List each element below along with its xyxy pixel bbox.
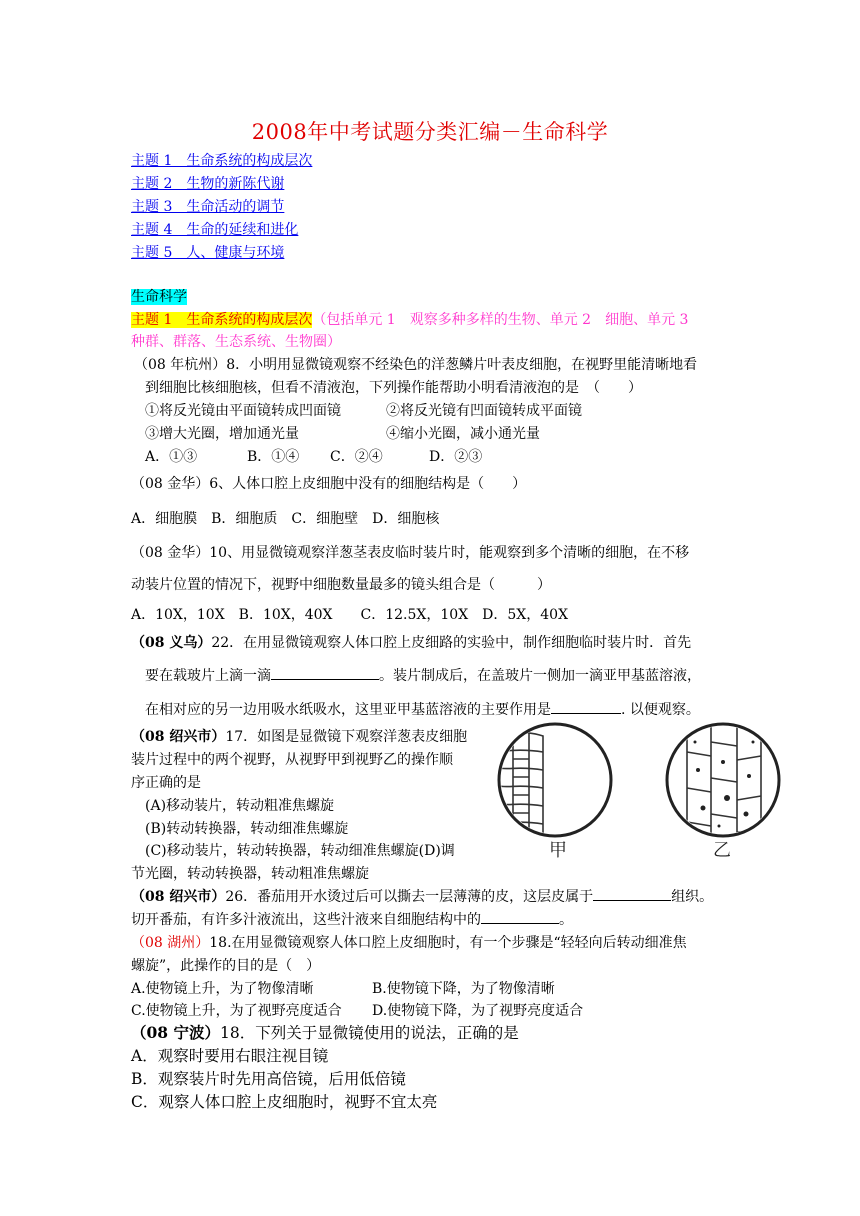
view-label-jia: 甲 xyxy=(549,840,567,861)
q4-text-3b: . 以便观察。 xyxy=(621,702,700,718)
q4-text-1: 22．在用显微镜观察人体口腔上皮细路的实验中，制作细胞临时装片时．首先 xyxy=(211,635,692,651)
q4-source: （08 义乌） xyxy=(131,635,212,651)
toc-link-topic-2[interactable]: 主题 2 生物的新陈代谢 xyxy=(131,176,285,192)
q1-line-2: 到细胞比核细胞核，但看不清液泡，下列操作能帮助小明看清液泡的是 （ ） xyxy=(145,380,642,396)
q3-choices: A．10X，10X B．10X，40X C．12.5X，10X D．5X，40X xyxy=(131,607,569,623)
q6-blank-1[interactable] xyxy=(593,886,671,901)
q7-option-b: B.使物镜下降，为了物像清晰 xyxy=(372,981,555,997)
q6-text-2a: 切开番茄，有许多汁液流出，这些汁液来自细胞结构中的 xyxy=(131,912,481,928)
document-title: 2008年中考试题分类汇编－生命科学 xyxy=(251,120,609,144)
q1-option-3: ③增大光圈，增加通光量 xyxy=(145,426,299,442)
q4-blank-2[interactable] xyxy=(551,699,621,714)
q1-option-4: ④缩小光圈，减小通光量 xyxy=(386,426,540,442)
toc-link-topic-4[interactable]: 主题 4 生命的延续和进化 xyxy=(131,222,299,238)
view-jia xyxy=(499,724,611,844)
q5-option-c: (C)移动装片，转动转换器，转动细准焦螺旋(D)调 xyxy=(145,843,455,859)
q6-text-1b: 组织。 xyxy=(671,889,714,905)
q5-text-1: 17．如图是显微镜下观察洋葱表皮细胞 xyxy=(225,729,468,745)
q1-choice-d: D．②③ xyxy=(429,449,483,465)
q1-option-1: ①将反光镜由平面镜转成凹面镜 xyxy=(145,403,341,419)
q4-text-2a: 要在载玻片上滴一滴 xyxy=(145,668,271,684)
q3-line-2: 动装片位置的情况下，视野中细胞数量最多的镜头组合是（ ） xyxy=(131,577,551,593)
toc-link-topic-3[interactable]: 主题 3 生命活动的调节 xyxy=(131,199,285,215)
view-yi xyxy=(667,722,779,842)
q8-source: （08 宁波） xyxy=(131,1023,220,1042)
q7-source: （08 湖州） xyxy=(131,935,210,951)
q1-choice-c: C．②④ xyxy=(330,449,383,465)
q8-stem: 18．下列关于显微镜使用的说法，正确的是 xyxy=(219,1024,519,1042)
q6-line-1 xyxy=(131,886,713,906)
section-label-text: 生命科学 xyxy=(131,289,187,305)
toc-link-topic-5[interactable]: 主题 5 人、健康与环境 xyxy=(131,245,285,261)
q1-choice-a: A．①③ xyxy=(145,449,198,465)
table-of-contents xyxy=(131,150,312,265)
q6-blank-2[interactable] xyxy=(481,909,559,924)
q5-line-1 xyxy=(131,726,467,746)
section-label xyxy=(131,286,187,306)
q6-text-1a: 26．番茄用开水烫过后可以撕去一层薄薄的皮，这层皮属于 xyxy=(225,889,594,905)
q7-option-c: C.使物镜上升，为了视野亮度适合 xyxy=(131,1003,342,1019)
toc-link-topic-1[interactable]: 主题 1 生命系统的构成层次 xyxy=(131,153,313,169)
q4-text-3a: 在相对应的另一边用吸水纸吸水，这里亚甲基蓝溶液的主要作用是 xyxy=(145,702,551,718)
topic-1-desc-1: 单元 1 观察多种多样的生物、单元 2 细胞、单元 3 xyxy=(354,312,689,328)
q8-option-c: C．观察人体口腔上皮细胞时，视野不宜太亮 xyxy=(131,1093,438,1111)
q5-source: （08 绍兴市） xyxy=(131,729,226,745)
q2-stem: （08 金华）6、人体口腔上皮细胞中没有的细胞结构是（ ） xyxy=(131,476,527,492)
topic-1-heading: 主题 1 生命系统的构成层次 xyxy=(131,312,313,328)
q7-text-1: 18.在用显微镜观察人体口腔上皮细胞时，有一个步骤是“轻轻向后转动细准焦 xyxy=(209,935,687,951)
q4-line-1 xyxy=(131,632,691,652)
q4-line-2 xyxy=(145,665,701,685)
q4-text-2b: 。装片制成后，在盖玻片一侧加一滴亚甲基蓝溶液， xyxy=(379,668,701,684)
q6-text-2b: 。 xyxy=(559,912,573,928)
q5-option-a: (A)移动装片，转动粗准焦螺旋 xyxy=(145,798,335,814)
view-label-yi: 乙 xyxy=(713,840,731,861)
q2-choices: A．细胞膜 B．细胞质 C．细胞壁 D．细胞核 xyxy=(131,511,440,527)
q5-line-3: 序正确的是 xyxy=(131,775,201,791)
topic-1-desc-2: 种群、群落、生态系统、生物圈） xyxy=(131,334,341,350)
q6-line-2 xyxy=(131,909,573,929)
q5-line-2: 装片过程中的两个视野，从视野甲到视野乙的操作顺 xyxy=(131,752,453,768)
q7-option-d: D.使物镜下降，为了视野亮度适合 xyxy=(372,1003,584,1019)
q6-source: （08 绍兴市） xyxy=(131,889,226,905)
q1-choice-b: B．①④ xyxy=(247,449,300,465)
q7-line-1 xyxy=(131,932,687,952)
q5-option-d: 节光圈，转动转换器，转动粗准焦螺旋 xyxy=(131,866,369,882)
q7-line-2: 螺旋”，此操作的目的是（ ） xyxy=(131,958,321,974)
q4-line-3 xyxy=(145,699,700,719)
microscope-views-svg xyxy=(491,722,793,862)
topic-1-paren: （包括 xyxy=(312,312,355,328)
q7-option-a: A.使物镜上升，为了物像清晰 xyxy=(131,981,314,997)
q1-option-2: ②将反光镜有凹面镜转成平面镜 xyxy=(386,403,582,419)
q5-option-b: (B)转动转换器，转动细准焦螺旋 xyxy=(145,821,349,837)
q1-line-1: （08 年杭州）8．小明用显微镜观察不经染色的洋葱鳞片叶表皮细胞，在视野里能清晰地看 xyxy=(134,357,698,373)
q8-option-b: B．观察装片时先用高倍镜，后用低倍镜 xyxy=(131,1070,406,1088)
q8-option-a: A．观察时要用右眼注视目镜 xyxy=(131,1047,329,1065)
topic-1-heading-line xyxy=(131,309,688,329)
q8-stem-line xyxy=(131,1021,519,1043)
microscope-view-figure xyxy=(491,722,793,862)
q3-line-1: （08 金华）10、用显微镜观察洋葱茎表皮临时装片时，能观察到多个清晰的细胞，在不移 xyxy=(131,545,690,561)
q4-blank-1[interactable] xyxy=(271,665,379,680)
